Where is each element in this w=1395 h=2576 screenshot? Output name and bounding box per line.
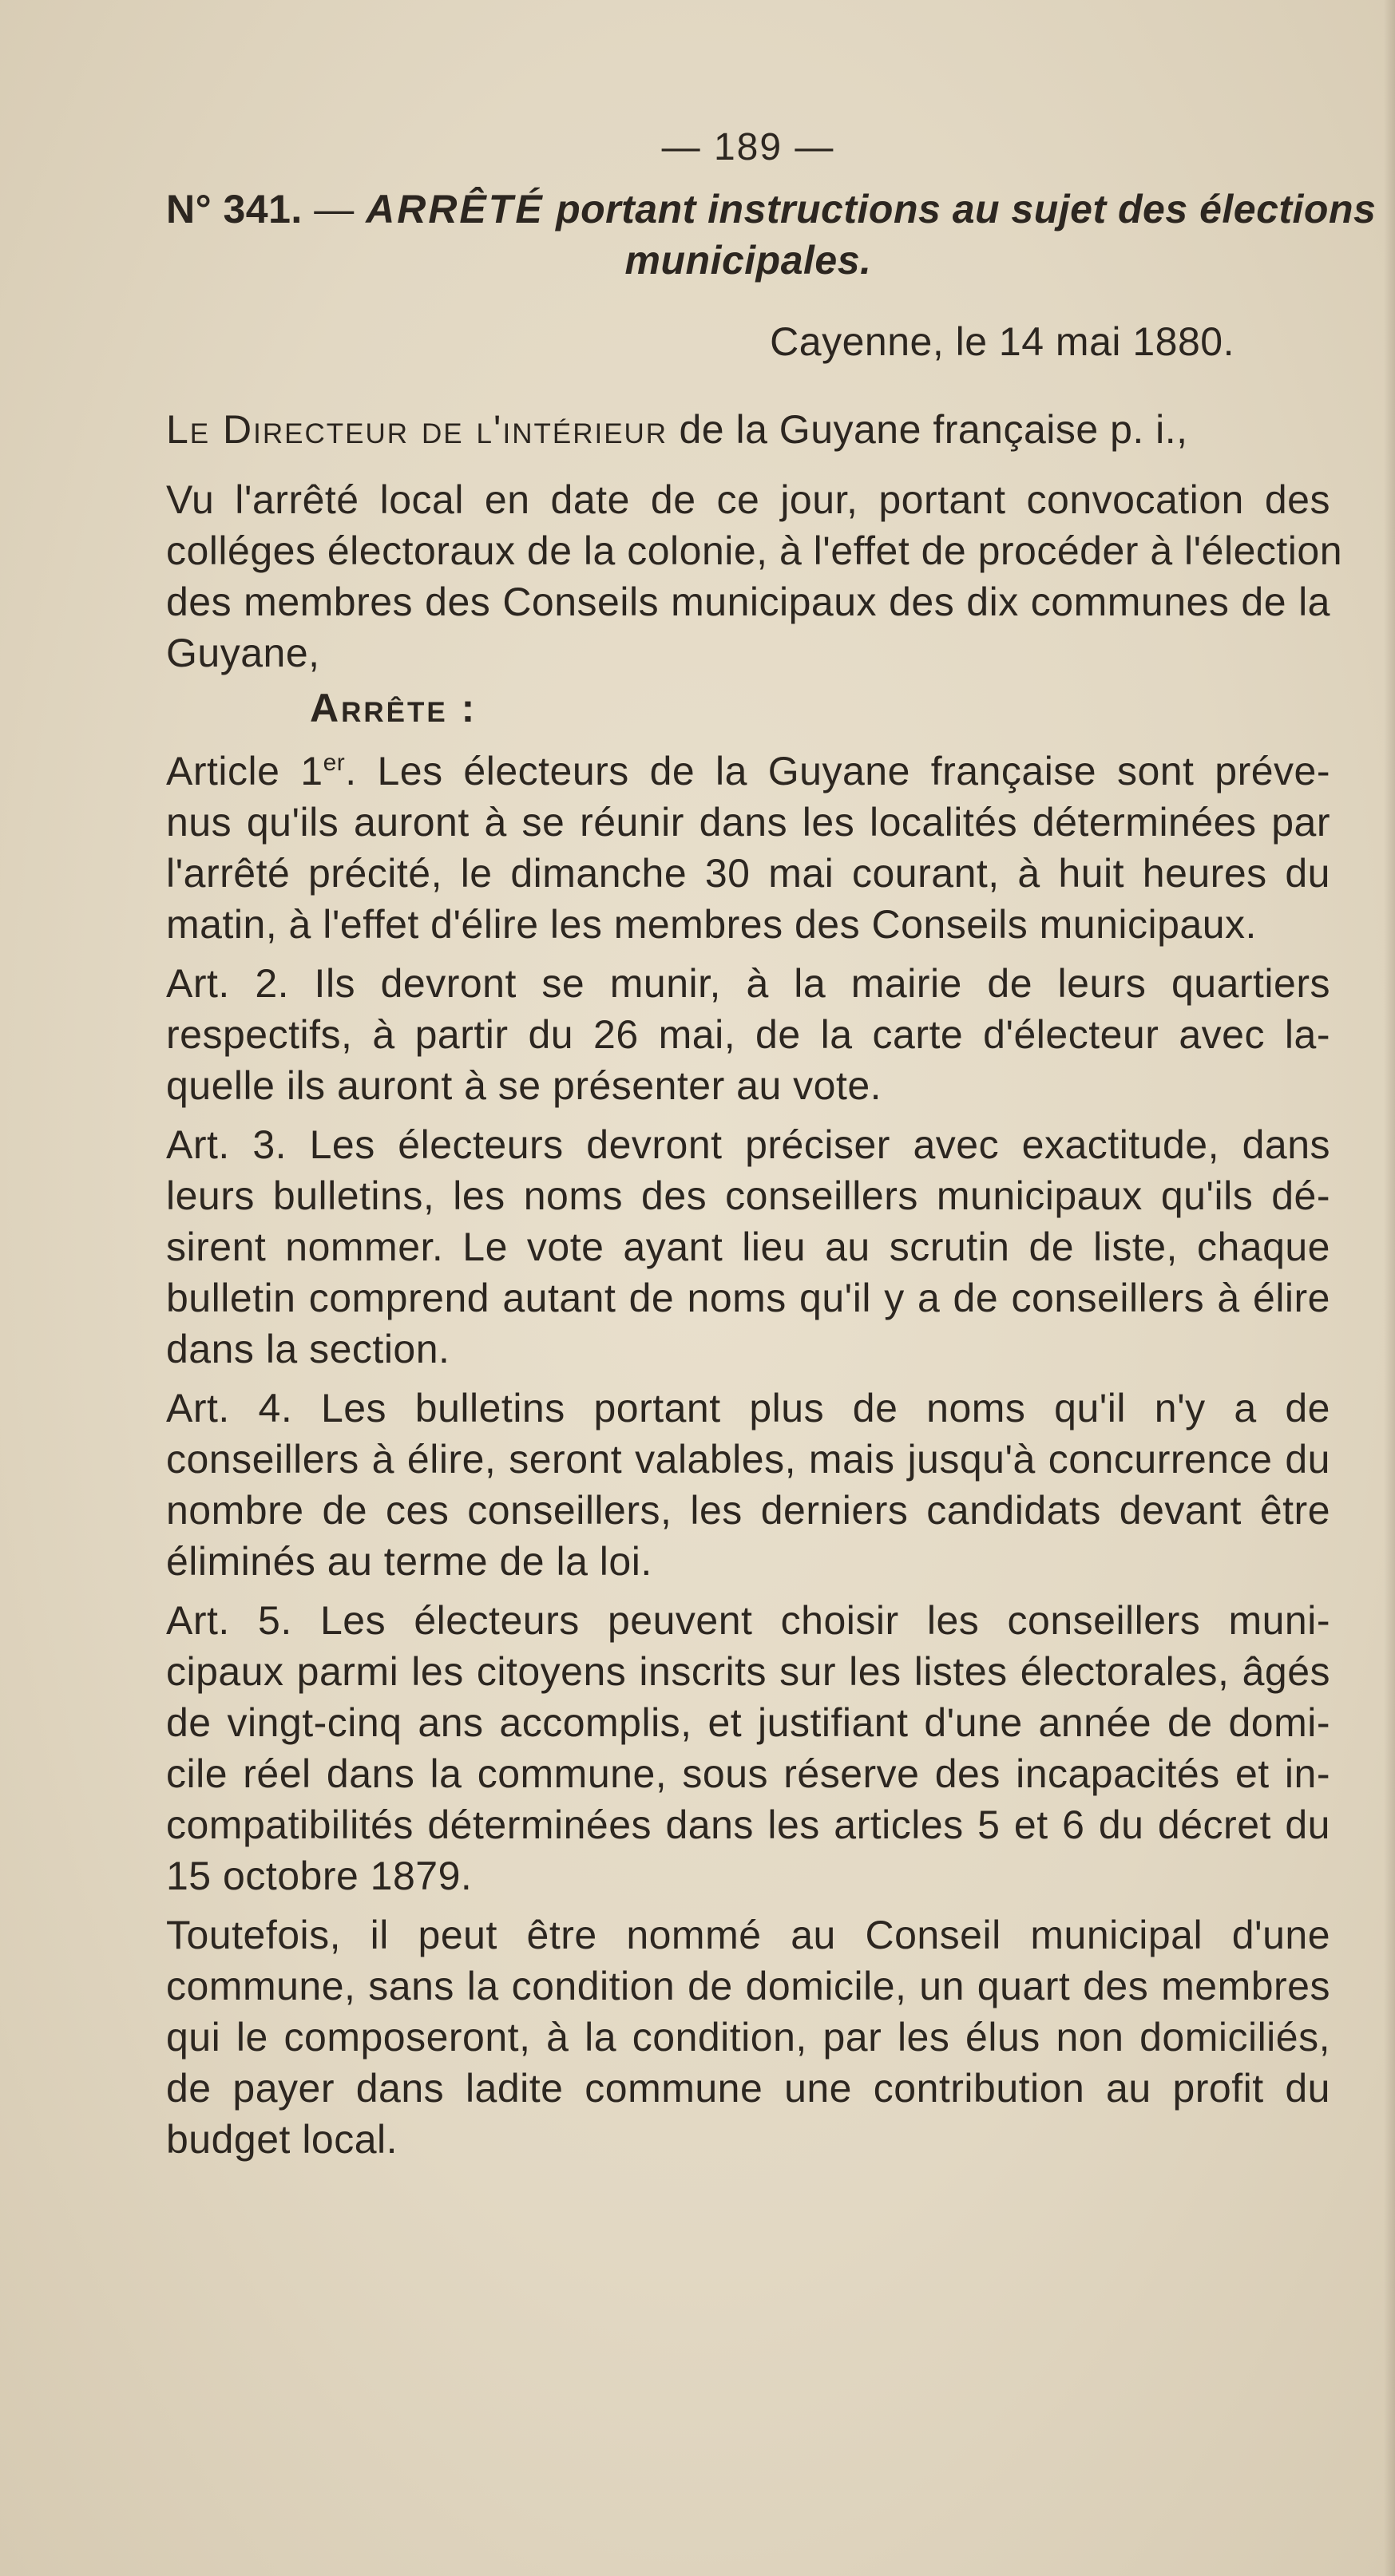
article-4-line: nombre de ces conseillers, les derniers candidats devant être	[166, 1488, 1330, 1533]
article-5-line: cile réel dans la commune, sous réserve des incapacités et in-	[166, 1751, 1330, 1796]
toutefois-line: budget local.	[166, 2117, 398, 2162]
page-number: — 189 —	[661, 126, 835, 168]
article-1-line: l'arrêté précité, le dimanche 30 mai courant, à huit heures du	[166, 851, 1330, 896]
dateline: Cayenne, le 14 mai 1880.	[770, 319, 1234, 364]
article-3-line: bulletin comprend autant de noms qu'il y a de conseillers à élire	[166, 1276, 1330, 1320]
article-5-line: 15 octobre 1879.	[166, 1854, 473, 1898]
page-edge-shadow	[1384, 0, 1395, 2576]
article-5-line: de vingt-cinq ans accomplis, et justifiant d'une année de domi-	[166, 1700, 1330, 1745]
article-5	[166, 1595, 1330, 1901]
article-3	[166, 1119, 1330, 1375]
decree-number: N° 341.	[166, 187, 303, 231]
article-4	[166, 1383, 1330, 1587]
article-1-first-line	[166, 746, 1330, 797]
article-3-line: leurs bulletins, les noms des conseillers municipaux qu'ils dé-	[166, 1173, 1330, 1218]
decree-title-line-2: municipales.	[624, 238, 872, 283]
article-2-line: Art. 2. Ils devront se munir, à la mairie de leurs quartiers	[166, 961, 1330, 1006]
director-title: Le Directeur de l'intérieur	[166, 407, 668, 452]
arrete-heading: Arrête :	[310, 686, 478, 730]
article-4-line: Art. 4. Les bulletins portant plus de noms qu'il n'y a de	[166, 1386, 1330, 1430]
article-2-line: respectifs, à partir du 26 mai, de la carte d'électeur avec la-	[166, 1012, 1330, 1057]
article-5-line: compatibilités déterminées dans les articles 5 et 6 du décret du	[166, 1802, 1330, 1847]
decree-title-line-1	[166, 184, 1377, 235]
toutefois-line: de payer dans ladite commune une contribution au profit du	[166, 2066, 1330, 2111]
director-line	[166, 398, 1330, 474]
article-2	[166, 958, 1330, 1111]
article-5-line: cipaux parmi les citoyens inscrits sur les listes électorales, âgés	[166, 1649, 1330, 1694]
toutefois-line: commune, sans la condition de domicile, un quart des membres	[166, 1964, 1330, 2008]
article-1-line: matin, à l'effet d'élire les membres des Conseils municipaux.	[166, 902, 1257, 947]
toutefois-line: Toutefois, il peut être nommé au Conseil municipal d'une	[166, 1913, 1330, 1957]
article-3-line: sirent nommer. Le vote ayant lieu au scrutin de liste, chaque	[166, 1225, 1330, 1269]
article-5-line: Art. 5. Les électeurs peuvent choisir les conseillers muni-	[166, 1598, 1330, 1643]
vu-paragraph	[166, 474, 1343, 679]
vu-line: des membres des Conseils municipaux des dix communes de la	[166, 580, 1330, 624]
title-arrete: ARRÊTÉ	[366, 187, 545, 231]
toutefois-paragraph	[166, 1909, 1330, 2165]
vu-line: colléges électoraux de la colonie, à l'effet de procéder à l'élection	[166, 528, 1343, 573]
document-text	[166, 112, 1377, 2165]
vu-line: Guyane,	[166, 631, 320, 675]
title-dash: —	[302, 187, 367, 231]
article-1-line: nus qu'ils auront à se réunir dans les localités déterminées par	[166, 800, 1330, 845]
article-1-first-rest: . Les électeurs de la Guyane française sont préve-	[345, 749, 1330, 793]
article-4-line: éliminés au terme de la loi.	[166, 1539, 652, 1584]
article-1	[166, 746, 1330, 950]
title-subject: portant instructions au sujet des élections	[544, 187, 1377, 231]
article-4-line: conseillers à élire, seront valables, mais jusqu'à concurrence du	[166, 1437, 1330, 1482]
director-rest: de la Guyane française p. i.,	[668, 407, 1188, 452]
article-1-label: Article 1	[166, 749, 323, 793]
vu-line: Vu l'arrêté local en date de ce jour, portant convocation des	[166, 477, 1330, 522]
article-3-line: Art. 3. Les électeurs devront préciser avec exactitude, dans	[166, 1122, 1330, 1167]
article-2-line: quelle ils auront à se présenter au vote.	[166, 1063, 882, 1108]
article-1-sup: er	[323, 750, 346, 776]
toutefois-line: qui le composeront, à la condition, par les élus non domiciliés,	[166, 2015, 1330, 2060]
article-3-line: dans la section.	[166, 1327, 450, 1371]
